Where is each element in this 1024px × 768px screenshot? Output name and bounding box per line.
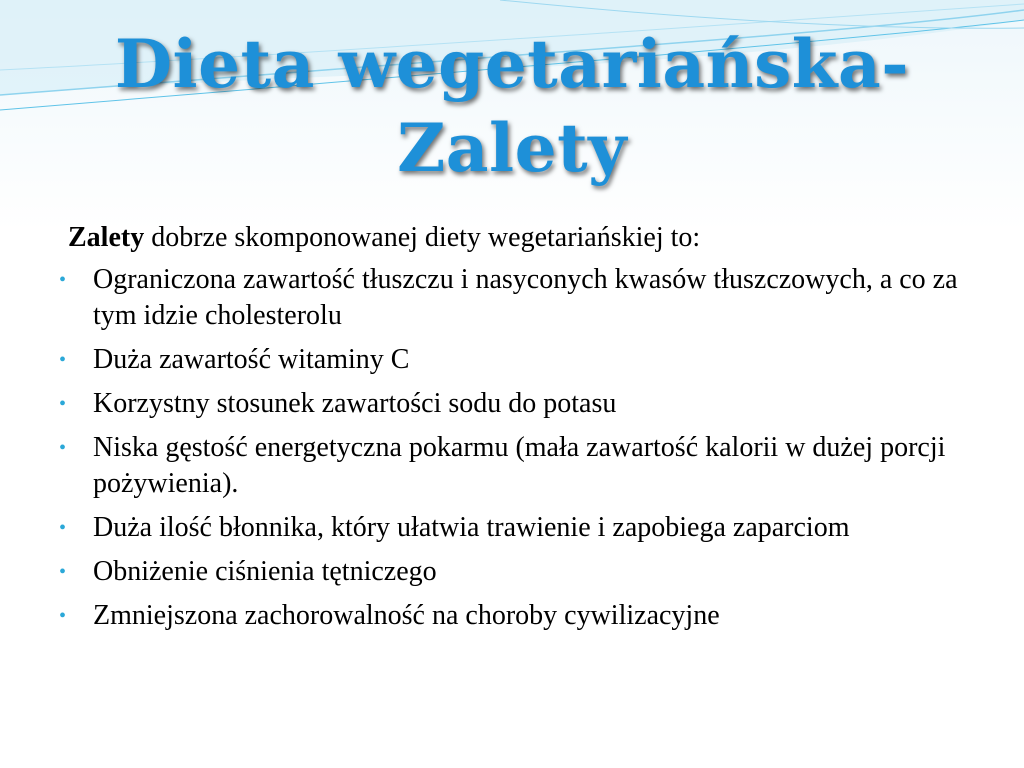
list-item-text: Obniżenie ciśnienia tętniczego — [93, 556, 437, 587]
bullet-icon: • — [59, 269, 67, 291]
bullet-icon: • — [59, 561, 67, 583]
list-item — [58, 342, 958, 378]
list-item-text: Duża zawartość witaminy C — [93, 344, 410, 375]
intro-rest: dobrze skomponowanej diety wegetariańskiej to: — [144, 222, 701, 253]
bullet-icon: • — [59, 393, 67, 415]
slide-title — [0, 22, 1024, 190]
bullet-list — [58, 262, 958, 634]
list-item-text: Duża ilość błonnika, który ułatwia trawienie i zapobiega zaparciom — [93, 512, 850, 543]
intro-bold: Zalety — [68, 222, 145, 253]
list-item — [58, 262, 958, 334]
bullet-icon: • — [59, 437, 67, 459]
list-item — [58, 510, 958, 546]
intro-text — [68, 220, 958, 256]
list-item — [58, 386, 958, 422]
list-item — [58, 554, 958, 590]
bullet-icon: • — [59, 349, 67, 371]
bullet-icon: • — [59, 605, 67, 627]
slide-content — [58, 220, 958, 642]
list-item — [58, 598, 958, 634]
list-item — [58, 430, 958, 502]
list-item-text: Zmniejszona zachorowalność na choroby cywilizacyjne — [93, 600, 720, 631]
title-line-1: Dieta wegetariańska- — [114, 25, 910, 103]
bullet-icon: • — [59, 517, 67, 539]
list-item-text: Niska gęstość energetyczna pokarmu (mała zawartość kalorii w dużej porcji pożywienia). — [93, 432, 946, 499]
list-item-text: Korzystny stosunek zawartości sodu do potasu — [93, 388, 617, 419]
title-line-2: Zalety — [397, 109, 627, 187]
list-item-text: Ograniczona zawartość tłuszczu i nasyconych kwasów tłuszczowych, a co za tym idzie cholesterolu — [93, 264, 958, 331]
